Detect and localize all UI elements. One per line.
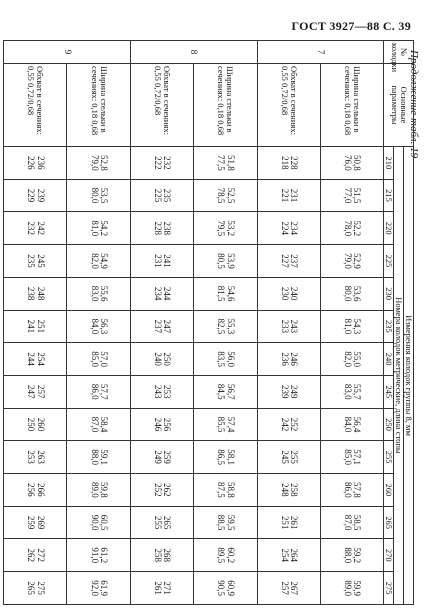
col-header-group: Измерения колодок группы 8, мм [404, 147, 414, 605]
value-cell: 264 254 [257, 539, 320, 572]
value-cell: 236 226 [4, 147, 67, 180]
value-cell: 231 221 [257, 179, 320, 212]
value-cell: 263 253 [4, 441, 67, 474]
value-cell: 240 230 [257, 277, 320, 310]
value-cell: 239 229 [4, 179, 67, 212]
value-cell: 241 231 [130, 245, 193, 278]
value-cell: 58,8 87,5 [194, 474, 257, 507]
value-cell: 56,4 84,0 [320, 408, 383, 441]
row-number: 8 [130, 41, 257, 64]
value-cell: 61,2 91,0 [67, 539, 130, 572]
table-row [130, 41, 193, 605]
continuation-label: Продолжение табл. 19 [408, 50, 420, 159]
value-cell: 57,0 85,0 [67, 343, 130, 376]
value-cell: 269 259 [4, 506, 67, 539]
value-cell: 50,8 76,0 [320, 147, 383, 180]
value-cell: 53,5 80,0 [67, 179, 130, 212]
param-label: Обхват в сечениях: 0,55 0,72/0,68 [4, 64, 67, 147]
value-cell: 60,2 89,5 [194, 539, 257, 572]
param-label: Ширина стельки в сечениях: 0,18 0,68 [67, 64, 130, 147]
value-cell: 248 238 [4, 277, 67, 310]
value-cell: 53,6 80,0 [320, 277, 383, 310]
value-cell: 272 262 [4, 539, 67, 572]
param-label: Ширина стельки в сечениях: 0,18 0,68 [194, 64, 257, 147]
value-cell: 53,2 79,5 [194, 212, 257, 245]
table-row [67, 41, 130, 605]
table-row [320, 41, 383, 605]
size-header: 250 [384, 408, 394, 441]
value-cell: 265 255 [130, 506, 193, 539]
size-header: 270 [384, 539, 394, 572]
value-cell: 275 265 [4, 572, 67, 605]
value-cell: 256 246 [130, 408, 193, 441]
size-header: 215 [384, 179, 394, 212]
value-cell: 232 222 [130, 147, 193, 180]
col-header-index: № колодки [384, 41, 414, 64]
table-row [4, 41, 67, 605]
size-header: 240 [384, 343, 394, 376]
col-header-param: Основные параметры [384, 64, 414, 147]
value-cell: 51,8 77,5 [194, 147, 257, 180]
size-header: 265 [384, 506, 394, 539]
rotated-table-wrapper [3, 40, 414, 605]
value-cell: 59,9 89,0 [320, 572, 383, 605]
value-cell: 52,8 79,0 [67, 147, 130, 180]
value-cell: 55,7 83,0 [320, 375, 383, 408]
value-cell: 57,4 85,5 [194, 408, 257, 441]
value-cell: 58,1 86,5 [194, 441, 257, 474]
value-cell: 254 244 [4, 343, 67, 376]
value-cell: 60,5 90,0 [67, 506, 130, 539]
value-cell: 54,2 81,0 [67, 212, 130, 245]
row-number: 9 [4, 41, 131, 64]
table-row [257, 41, 320, 605]
value-cell: 244 234 [130, 277, 193, 310]
value-cell: 245 235 [4, 245, 67, 278]
value-cell: 238 228 [130, 212, 193, 245]
size-header: 275 [384, 572, 394, 605]
value-cell: 52,5 78,5 [194, 179, 257, 212]
value-cell: 261 251 [257, 506, 320, 539]
value-cell: 259 249 [130, 441, 193, 474]
value-cell: 266 256 [4, 474, 67, 507]
value-cell: 59,2 88,0 [320, 539, 383, 572]
value-cell: 56,7 84,5 [194, 375, 257, 408]
value-cell: 267 257 [257, 572, 320, 605]
size-header: 260 [384, 474, 394, 507]
size-header: 235 [384, 310, 394, 343]
value-cell: 55,3 82,5 [194, 310, 257, 343]
value-cell: 52,2 78,0 [320, 212, 383, 245]
value-cell: 53,9 80,5 [194, 245, 257, 278]
value-cell: 54,9 82,0 [67, 245, 130, 278]
value-cell: 55,0 82,0 [320, 343, 383, 376]
row-number: 7 [257, 41, 384, 64]
value-cell: 260 250 [4, 408, 67, 441]
value-cell: 54,3 81,0 [320, 310, 383, 343]
value-cell: 257 247 [4, 375, 67, 408]
value-cell: 228 218 [257, 147, 320, 180]
value-cell: 54,6 81,5 [194, 277, 257, 310]
param-label: Обхват в сечениях: 0,55 0,72/0,68 [130, 64, 193, 147]
value-cell: 252 242 [257, 408, 320, 441]
value-cell: 51,5 77,0 [320, 179, 383, 212]
value-cell: 247 237 [130, 310, 193, 343]
value-cell: 234 224 [257, 212, 320, 245]
value-cell: 235 225 [130, 179, 193, 212]
value-cell: 237 227 [257, 245, 320, 278]
table-row [194, 41, 257, 605]
value-cell: 271 261 [130, 572, 193, 605]
page-header: ГОСТ 3927—88 С. 39 [291, 19, 411, 33]
value-cell: 60,9 90,5 [194, 572, 257, 605]
value-cell: 57,1 85,0 [320, 441, 383, 474]
value-cell: 55,6 83,0 [67, 277, 130, 310]
value-cell: 58,4 87,0 [67, 408, 130, 441]
value-cell: 258 248 [257, 474, 320, 507]
size-header: 225 [384, 245, 394, 278]
sizes-table [3, 40, 414, 605]
col-header-sub: Номера колодок метрические, длина стопы [394, 147, 404, 605]
value-cell: 249 239 [257, 375, 320, 408]
size-header: 230 [384, 277, 394, 310]
value-cell: 59,1 88,0 [67, 441, 130, 474]
value-cell: 251 241 [4, 310, 67, 343]
size-header: 255 [384, 441, 394, 474]
value-cell: 268 258 [130, 539, 193, 572]
value-cell: 253 243 [130, 375, 193, 408]
value-cell: 246 236 [257, 343, 320, 376]
value-cell: 242 232 [4, 212, 67, 245]
value-cell: 255 245 [257, 441, 320, 474]
value-cell: 57,8 86,0 [320, 474, 383, 507]
value-cell: 243 233 [257, 310, 320, 343]
value-cell: 52,9 79,0 [320, 245, 383, 278]
value-cell: 59,5 88,5 [194, 506, 257, 539]
value-cell: 56,0 83,5 [194, 343, 257, 376]
value-cell: 56,3 84,0 [67, 310, 130, 343]
value-cell: 59,8 89,0 [67, 474, 130, 507]
size-header: 245 [384, 375, 394, 408]
size-header: 220 [384, 212, 394, 245]
value-cell: 61,9 92,0 [67, 572, 130, 605]
param-label: Ширина стельки в сечениях: 0,18 0,68 [320, 64, 383, 147]
value-cell: 262 252 [130, 474, 193, 507]
value-cell: 250 240 [130, 343, 193, 376]
size-header: 210 [384, 147, 394, 180]
value-cell: 58,5 87,0 [320, 506, 383, 539]
value-cell: 57,7 86,0 [67, 375, 130, 408]
table-body [4, 41, 384, 605]
param-label: Обхват в сечениях: 0,55 0,72/0,68 [257, 64, 320, 147]
